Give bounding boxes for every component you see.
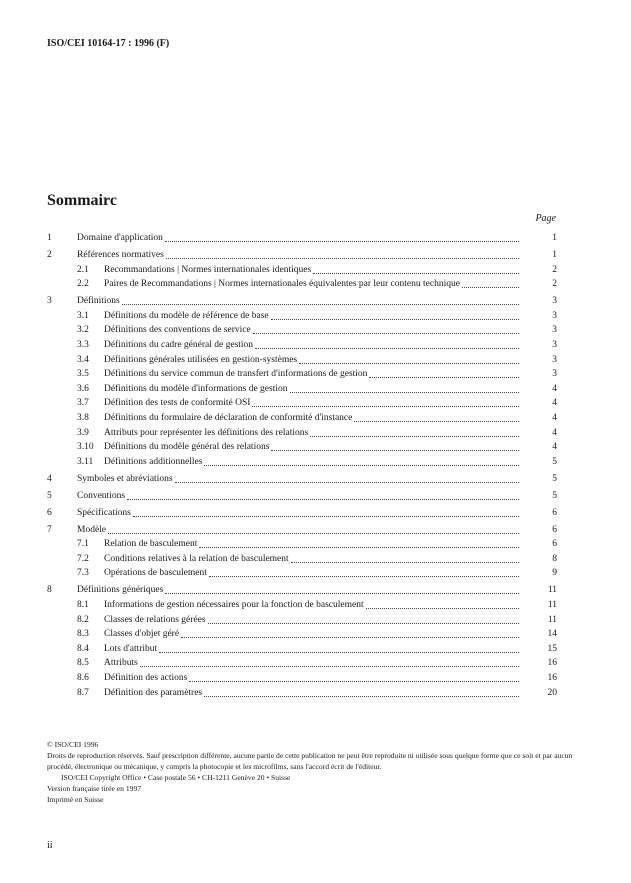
toc-entry-title: Attributs pour représenter les définitions des relations	[104, 427, 309, 438]
toc-entry-title: Définitions générales utilisées en gestion-systèmes	[104, 354, 298, 365]
toc-entry-title: Paires de Recommandations | Normes internationales équivalentes par leur contenu technique	[104, 279, 460, 290]
toc-entry-page: 1	[552, 233, 557, 243]
toc-entry-page: 8	[552, 553, 557, 564]
toc-entry	[47, 583, 557, 598]
toc-entry-number: 7.3	[77, 568, 89, 579]
toc-entry	[47, 552, 557, 567]
dot-leader	[165, 583, 519, 594]
toc-entry-number: 2	[47, 249, 52, 260]
document-header: ISO/CEI 10164-17 : 1996 (F)	[47, 38, 170, 49]
toc-entry-number: 3.9	[77, 427, 89, 438]
toc-entry-page: 11	[547, 599, 557, 610]
toc-entry	[47, 231, 557, 246]
toc-entry-title: Conditions relatives à la relation de basculement	[104, 553, 289, 564]
dot-leader	[208, 613, 519, 624]
dot-leader	[291, 552, 519, 563]
toc-entry-number: 8.4	[77, 643, 89, 654]
toc-entry	[47, 426, 557, 441]
dot-leader	[271, 440, 519, 451]
dot-leader	[290, 382, 519, 393]
copyright-line: © ISO/CEI 1996	[47, 740, 99, 749]
toc-entry-title: Définition des tests de conformité OSI	[104, 398, 251, 409]
toc-entry-page: 5	[552, 456, 557, 467]
dot-leader	[108, 523, 519, 534]
dot-leader	[252, 396, 519, 407]
toc-entry-number: 3.5	[77, 369, 89, 380]
toc-entry	[47, 656, 557, 671]
toc-entry-number: 2.1	[77, 264, 89, 275]
dot-leader	[354, 411, 519, 422]
toc-entry	[47, 382, 557, 397]
toc-entry-number: 3.3	[77, 339, 89, 350]
toc-entry-page: 6	[552, 539, 557, 550]
toc-entry	[47, 642, 557, 657]
toc-entry-title: Définitions génériques	[77, 585, 164, 596]
toc-entry-title: Conventions	[77, 490, 126, 501]
toc-entry-number: 3.10	[77, 442, 94, 453]
toc-entry	[47, 338, 557, 353]
toc-entry	[47, 396, 557, 411]
toc-entry-page: 5	[552, 473, 557, 484]
toc-entry-title: Définitions additionnelles	[104, 456, 203, 467]
version-note: Version française tirée en 1997	[47, 784, 142, 793]
toc-entry-title: Définitions du modèle général des relations	[104, 442, 270, 453]
toc-entry-number: 3.6	[77, 383, 89, 394]
toc-entry	[47, 523, 557, 538]
toc-entry-number: 8.3	[77, 629, 89, 640]
toc-entry-page: 3	[552, 325, 557, 336]
toc-entry	[47, 598, 557, 613]
printed-in-note: Imprimé en Suisse	[47, 795, 104, 804]
toc-entry-page: 2	[552, 264, 557, 275]
dot-leader	[127, 489, 519, 500]
toc-entry	[47, 537, 557, 552]
dot-leader	[369, 367, 519, 378]
toc-entry	[47, 671, 557, 686]
dot-leader	[253, 323, 519, 334]
copyright-office-address: ISO/CEI Copyright Office • Case postale 56 • CH-1211 Genève 20 • Suisse	[61, 773, 291, 782]
dot-leader	[165, 231, 519, 242]
toc-entry-title: Classes de relations gérées	[104, 614, 206, 625]
toc-entry-page: 2	[552, 279, 557, 290]
toc-entry-page: 3	[552, 354, 557, 365]
toc-entry-title: Modèle	[77, 524, 107, 535]
toc-entry-number: 5	[47, 490, 52, 501]
toc-entry	[47, 506, 557, 521]
page-title: Sommairc	[47, 192, 117, 209]
toc-entry	[47, 294, 557, 309]
toc-entry	[47, 472, 557, 487]
dot-leader	[255, 338, 519, 349]
dot-leader	[181, 627, 519, 638]
toc-entry	[47, 353, 557, 368]
toc-entry	[47, 440, 557, 455]
toc-entry-number: 3.1	[77, 310, 89, 321]
toc-entry-number: 3.8	[77, 412, 89, 423]
dot-leader	[313, 263, 519, 274]
toc-entry-page: 4	[552, 412, 557, 423]
toc-entry-number: 7.2	[77, 553, 89, 564]
dot-leader	[122, 294, 519, 305]
toc-entry-title: Recommandations | Normes internationales identiques	[104, 264, 312, 275]
dot-leader	[166, 248, 519, 259]
table-of-contents	[47, 231, 557, 700]
rights-notice: Droits de reproduction réservés. Sauf prescription différente, aucune partie de cette publication ne peut être reproduite ni utilisée sous quelque forme que ce soit et par aucun procédé, électronique ou mécanique, y compris la photocopie et les microfilms, sans l'accord écrit de l'éditeur.	[47, 751, 573, 771]
toc-entry-page: 16	[547, 672, 557, 683]
dot-leader	[366, 598, 519, 609]
toc-entry-page: 11	[547, 614, 557, 625]
toc-entry-number: 6	[47, 507, 52, 518]
toc-entry-page: 4	[552, 398, 557, 409]
toc-entry-title: Domaine d'application	[77, 233, 163, 243]
dot-leader	[189, 671, 519, 682]
toc-entry-title: Relation de basculement	[104, 539, 198, 550]
toc-entry	[47, 411, 557, 426]
toc-entry-title: Attributs	[104, 658, 138, 669]
dot-leader	[299, 353, 519, 364]
toc-entry-page: 3	[552, 369, 557, 380]
dot-leader	[204, 455, 519, 466]
toc-entry-number: 3.7	[77, 398, 89, 409]
toc-entry	[47, 686, 557, 701]
toc-entry	[47, 627, 557, 642]
toc-entry-page: 4	[552, 427, 557, 438]
toc-entry-page: 6	[552, 524, 557, 535]
toc-entry-number: 8.7	[77, 687, 89, 698]
toc-entry	[47, 263, 557, 278]
toc-entry-title: Définitions du service commun de transfert d'informations de gestion	[104, 369, 368, 380]
toc-entry	[47, 455, 557, 470]
toc-entry-number: 3.4	[77, 354, 89, 365]
toc-entry	[47, 248, 557, 263]
toc-entry-page: 5	[552, 490, 557, 501]
toc-entry-number: 8.1	[77, 599, 89, 610]
toc-entry-page: 4	[552, 383, 557, 394]
toc-entry-title: Références normatives	[77, 249, 164, 260]
toc-entry-number: 3	[47, 296, 52, 307]
dot-leader	[462, 277, 519, 288]
toc-entry-title: Définitions du formulaire de déclaration de conformité d'instance	[104, 412, 353, 423]
toc-entry-number: 8	[47, 585, 52, 596]
toc-entry-page: 3	[552, 310, 557, 321]
toc-entry	[47, 323, 557, 338]
toc-entry-number: 8.6	[77, 672, 89, 683]
dot-leader	[204, 686, 519, 697]
toc-entry	[47, 613, 557, 628]
toc-entry-title: Définitions des conventions de service	[104, 325, 251, 336]
dot-leader	[175, 472, 519, 483]
page-column-label: Page	[535, 213, 556, 224]
toc-entry-page: 3	[552, 339, 557, 350]
toc-entry-title: Informations de gestion nécessaires pour la fonction de basculement	[104, 599, 364, 610]
toc-entry-page: 20	[547, 687, 557, 698]
toc-entry-number: 2.2	[77, 279, 89, 290]
toc-entry	[47, 367, 557, 382]
toc-entry-title: Définitions du cadre général de gestion	[104, 339, 254, 350]
dot-leader	[271, 309, 519, 320]
dot-leader	[133, 506, 519, 517]
toc-entry-title: Classes d'objet géré	[104, 629, 180, 640]
toc-entry-title: Définition des paramètres	[104, 687, 203, 698]
toc-entry-number: 7.1	[77, 539, 89, 550]
toc-entry-title: Définition des actions	[104, 672, 188, 683]
toc-entry-number: 8.2	[77, 614, 89, 625]
dot-leader	[209, 566, 519, 577]
footer-page-number: ii	[47, 840, 53, 851]
toc-entry	[47, 489, 557, 504]
toc-entry-title: Lots d'attribut	[104, 643, 158, 654]
toc-entry-number: 8.5	[77, 658, 89, 669]
dot-leader	[140, 656, 519, 667]
toc-entry-page: 15	[547, 643, 557, 654]
toc-entry-page: 14	[547, 629, 557, 640]
toc-entry-page: 1	[552, 249, 557, 260]
toc-entry-page: 6	[552, 507, 557, 518]
toc-entry-number: 1	[47, 233, 52, 243]
dot-leader	[159, 642, 519, 653]
toc-entry-number: 4	[47, 473, 52, 484]
toc-entry-page: 4	[552, 442, 557, 453]
toc-entry-title: Opérations de basculement	[104, 568, 207, 579]
toc-entry	[47, 309, 557, 324]
toc-entry-page: 3	[552, 296, 557, 307]
toc-entry-title: Symboles et abréviations	[77, 473, 173, 484]
toc-entry	[47, 566, 557, 581]
toc-entry-title: Spécifications	[77, 507, 131, 518]
toc-entry-page: 9	[552, 568, 557, 579]
toc-entry-title: Définitions du modèle d'informations de gestion	[104, 383, 288, 394]
toc-entry-page: 11	[547, 585, 557, 596]
toc-entry-title: Définitions	[77, 296, 120, 307]
toc-entry-number: 3.11	[77, 456, 94, 467]
toc-entry	[47, 277, 557, 292]
dot-leader	[310, 426, 519, 437]
toc-entry-title: Définitions du modèle de référence de base	[104, 310, 269, 321]
toc-entry-page: 16	[547, 658, 557, 669]
copyright-block	[47, 739, 587, 805]
toc-entry-number: 7	[47, 524, 52, 535]
toc-entry-number: 3.2	[77, 325, 89, 336]
dot-leader	[199, 537, 519, 548]
